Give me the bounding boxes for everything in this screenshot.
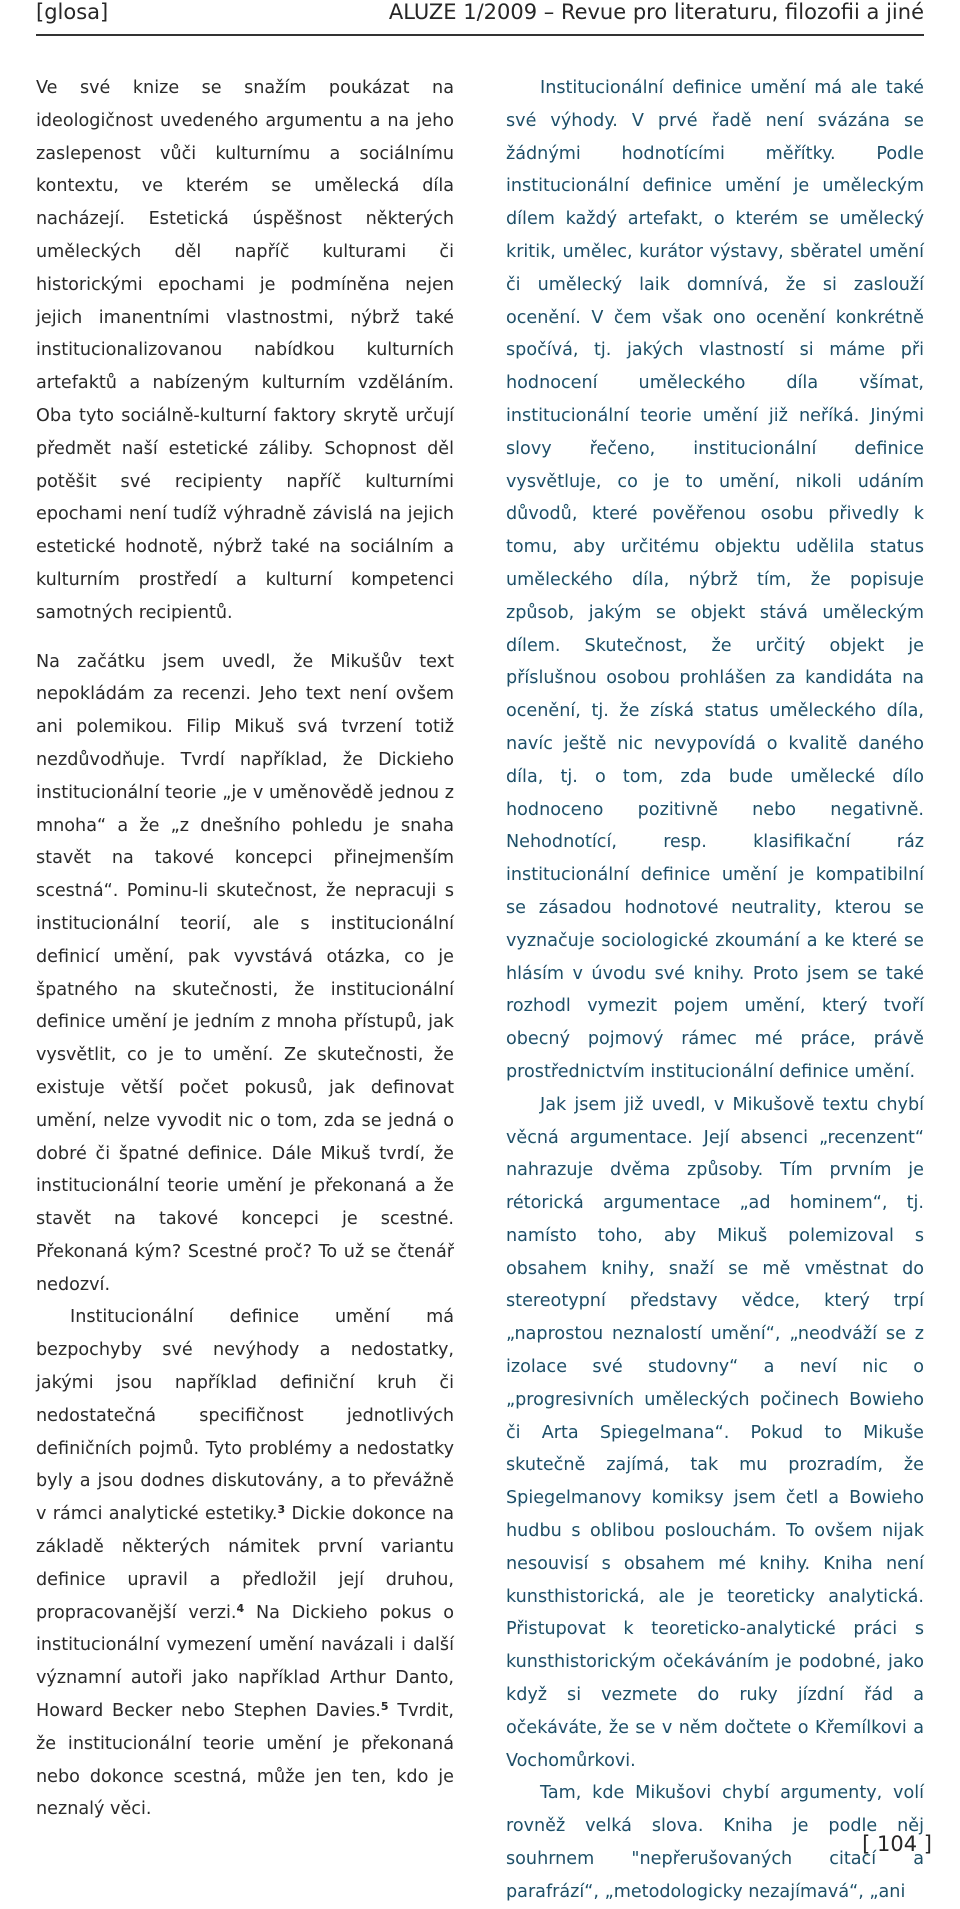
left-paragraph-3-part-c: Na Dickieho pokus o institucionální vymezení umění navázali i další významní autoři jako například Arthur Danto, Howard Becker nebo Stephen Davies. xyxy=(36,1602,454,1722)
footnote-ref-5[interactable]: 5 xyxy=(380,1700,389,1714)
left-paragraph-2: Na začátku jsem uvedl, že Mikušův text nepokládám za recenzi. Jeho text není ovšem ani polemikou. Filip Mikuš svá tvrzení totiž nezdůvodňuje. Tvrdí například, že Dickieho institucionální teorie „je v uměnovědě jednou z mnoha“ a že „z dnešního pohledu je snaha stavět na takové koncepci přinejmenším scestná“. Pominu-li skutečnost, že nepracuji s institucionální teorií, ale s institucionální definicí umění, pak vyvstává otázka, co je špatného na skutečnosti, že institucionální definice umění je jedním z mnoha přístupů, jak vysvětlit, co je to umění. Ze skutečnosti, že existuje větší počet pokusů, jak definovat umění, nelze vyvodit nic o tom, zda se jedná o dobré či špatné definice. Dále Mikuš tvrdí, že institucionální teorie umění je překonaná a že stavět na takové koncepci je scestné. Překonaná kým? Scestné proč? To už se čtenář nedozví. xyxy=(36,651,454,1295)
section-label: [glosa] xyxy=(36,0,109,24)
right-column xyxy=(506,72,924,1909)
left-paragraph-1: Ve své knize se snažím poukázat na ideologičnost uvedeného argumentu a na jeho zaslepenost vůči kulturnímu a sociálnímu kontextu, ve kterém se umělecká díla nacházejí. Estetická úspěšnost některých uměleckých děl napříč kulturami či historickými epochami je podmíněna nejen jejich imanentními vlastnostmi, nýbrž také institucionalizovanou nabídkou kulturních artefaktů a nabízeným kulturním vzděláním. Oba tyto sociálně-kulturní faktory skrytě určují předmět naší estetické záliby. Schopnost děl potěšit své recipienty napříč kulturními epochami není tudíž výhradně závislá na jejich estetické hodnotě, nýbrž také na sociálním a kulturním prostředí a kulturní kompetenci samotných recipientů. xyxy=(36,78,454,623)
header-divider xyxy=(36,34,924,36)
journal-title: ALUZE 1/2009 – Revue pro literaturu, filozofii a jiné xyxy=(388,0,924,24)
left-paragraph-3-part-d: Tvrdit, že institucionální teorie umění je překonaná nebo dokonce scestná, může jen ten, kdo je neznalý věci. xyxy=(36,1701,454,1820)
right-paragraph-1: Institucionální definice umění má ale také své výhody. V prvé řadě není svázána se žádnými hodnotícími měřítky. Podle institucionální definice umění je uměleckým dílem každý artefakt, o kterém se umělecký kritik, umělec, kurátor výstavy, sběratel umění či umělecký laik domnívá, že si zaslouží ocenění. V čem však ono ocenění konkrétně spočívá, tj. jakých vlastností si máme při hodnocení uměleckého díla všímat, institucionální teorie umění již neříká. Jinými slovy řečeno, institucionální definice vysvětluje, co je to umění, nikoli udáním důvodů, které pověřenou osobu přivedly k tomu, aby určitému objektu udělila status uměleckého díla, nýbrž tím, že popisuje způsob, jakým se objekt stává uměleckým dílem. Skutečnost, že určitý objekt je příslušnou osobou prohlášen za kandidáta na ocenění, tj. že získá status uměleckého díla, navíc ještě nic nevypovídá o kvalitě daného díla, tj. o tom, zda bude umělecké dílo hodnoceno pozitivně nebo negativně. Nehodnotící, resp. klasifikační ráz institucionální definice umění je kompatibilní se zásadou hodnotové neutrality, kterou se vyznačuje sociologické zkoumání a ke které se hlásím v úvodu své knihy. Proto jsem se také rozhodl vymezit pojem umění, který tvoří obecný pojmový rámec mé práce, právě prostřednictvím institucionální definice umění. xyxy=(506,78,924,1082)
left-paragraph-3 xyxy=(36,1301,454,1826)
right-paragraph-2: Jak jsem již uvedl, v Mikušově textu chybí věcná argumentace. Její absenci „recenzent“ nahrazuje dvěma způsoby. Tím prvním je rétorická argumentace „ad hominem“, tj. namísto toho, aby Mikuš polemizoval s obsahem knihy, snaží se mě vměstnat do stereotypní představy vědce, který trpí „naprostou neznalostí umění“, „neodváží se z izolace své studovny“ a neví nic o „progresivních uměleckých počinech Bowieho či Arta Spiegelmana“. Pokud to Mikuše skutečně zajímá, tak mu prozradím, že Spiegelmanovy komiksy jsem četl a Bowieho hudbu s oblibou poslouchám. To ovšem nijak nesouvisí s obsahem mé knihy. Kniha není kunsthistorická, ale je teoreticky analytická. Přistupovat k teoreticko-analytické práci s kunsthistorickým očekáváním je podobné, jako když si vezmete do ruky jízdní řád a očekáváte, že se v něm dočtete o Křemílkovi a Vochomůrkovi. xyxy=(506,1094,924,1771)
right-paragraph-3: Tam, kde Mikušovi chybí argumenty, volí rovněž velká slova. Kniha je podle něj souhrnem "nepřerušovaných citací a parafrází“, „metodologicky nezajímavá“, „ani xyxy=(506,1783,924,1902)
left-column xyxy=(36,72,454,1826)
page-number: [ 104 ] xyxy=(862,1832,932,1856)
footnote-ref-3[interactable]: 3 xyxy=(277,1503,286,1517)
footnote-ref-4[interactable]: 4 xyxy=(236,1601,245,1615)
running-header xyxy=(36,0,924,34)
left-paragraph-3-part-a: Institucionální definice umění má bezpochyby své nevýhody a nedostatky, jakými jsou například definiční kruh či nedostatečná specifičnost jednotlivých definičních pojmů. Tyto problémy a nedostatky byly a jsou dodnes diskutovány, a to převážně v rámci analytické estetiky. xyxy=(36,1307,454,1525)
left-paragraph-3-part-b: Dickie dokonce na základě některých námitek první variantu definice upravil a předložil její druhou, propracovanější verzi. xyxy=(36,1504,454,1623)
